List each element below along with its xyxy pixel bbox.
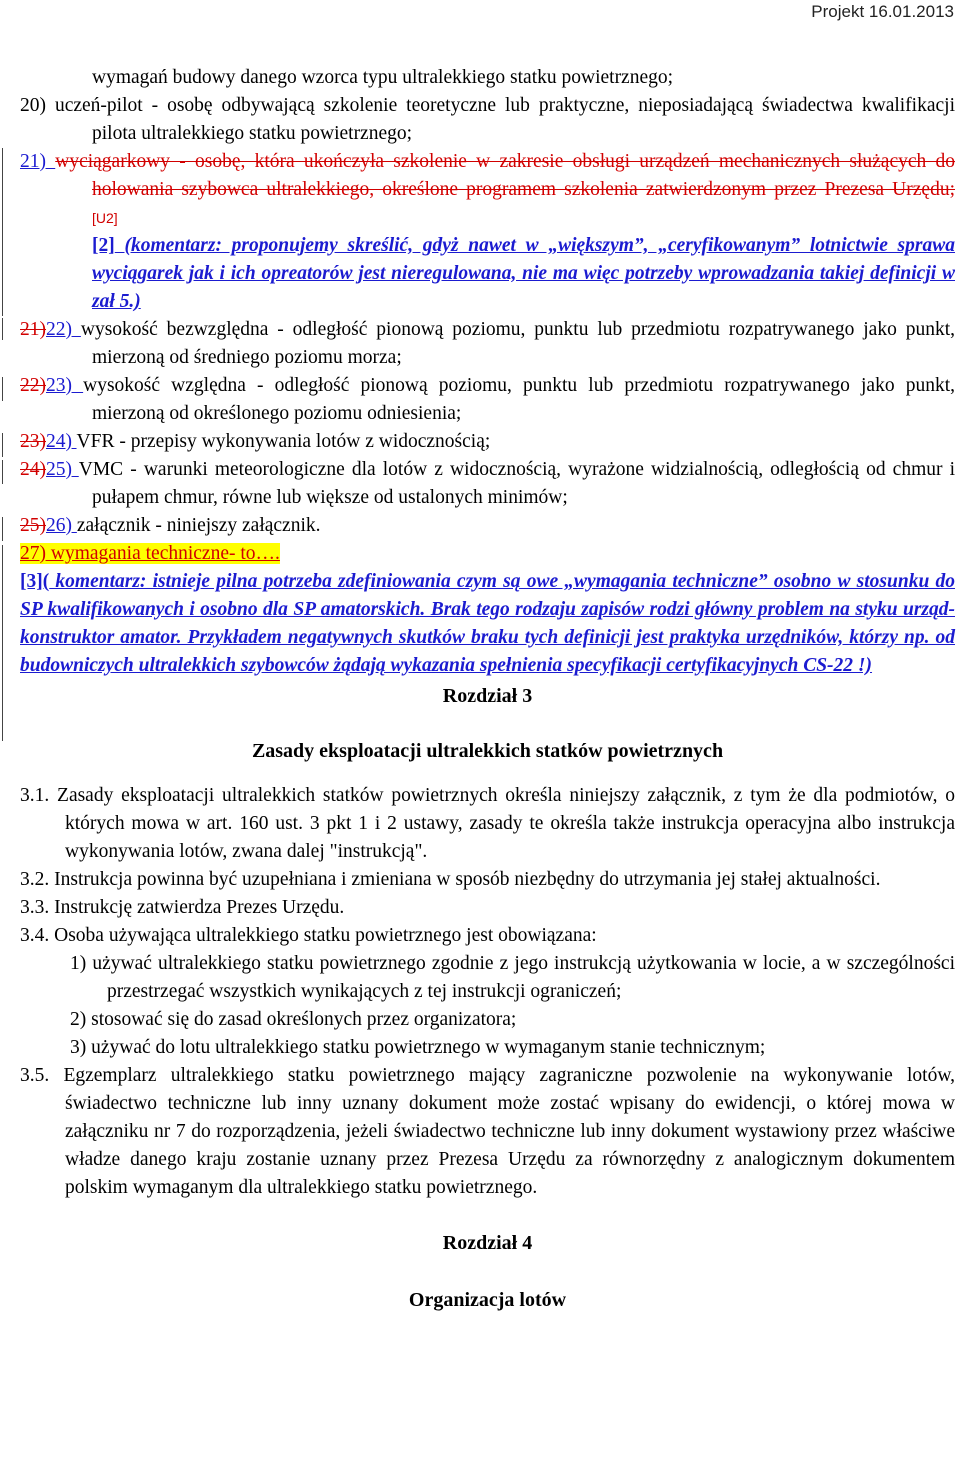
- inserted-number: 21): [20, 151, 56, 172]
- comment-ref: [2]: [92, 235, 115, 256]
- definition-item: 22)23) wysokość względna - odległość pionową poziomu, punktu lub przedmiotu rozpatrywanego jako punkt, mierzoną od określonego poziomu odniesienia;: [20, 375, 955, 424]
- definition-item-20: 20) uczeń-pilot - osobę odbywającą szkolenie teoretyczne lub praktyczne, nieposiadającą świadectwa kwalifikacji pilota ultralekkiego statku powietrznego;: [20, 95, 955, 144]
- chapter-3-paragraphs: [20, 782, 955, 1202]
- chapter-4-heading: Rozdział 4: [442, 1232, 533, 1254]
- definition-list: [20, 316, 955, 540]
- paragraph-3-5: 3.5. Egzemplarz ultralekkiego statku powietrznego mający zagraniczne pozwolenie na wykonywanie lotów, świadectwo techniczne lub inny uznany dokument może zostać wpisany do ewidencji, o której mowa w załączniku nr 7 do rozporządzenia, jeżeli świadectwo techniczne lub inny dokument wystawiony przez właściwe władze danego kraju zostanie uznany przez Prezesa Urzędu za równorzędny z analogicznym dokumentem polskim wymaganym dla ultralekkiego statku powietrznego.: [20, 1065, 956, 1198]
- chapter-4-title: Organizacja lotów: [408, 1289, 567, 1311]
- comment-ref: [3](: [20, 571, 50, 592]
- chapter-3-heading: Rozdział 3: [442, 685, 533, 707]
- project-date-label: Projekt 16.01.2013: [811, 2, 954, 21]
- comment-marker[interactable]: [U2]: [92, 210, 118, 226]
- paragraph-3-2: 3.2. Instrukcja powinna być uzupełniana i zmieniana w sposób niezbędny do utrzymania jej stałej aktualności.: [20, 869, 881, 890]
- comment-3: [20, 568, 955, 680]
- comment-text: komentarz: istnieje pilna potrzeba zdefiniowania czym są owe „wymagania techniczne” osobno w stosunku do SP kwalifikowanych i osobno dla SP amatorskich. Brak tego rodzaju zapisów rodzi główny problem na styku urząd- konstruktor amator. Przykładem negatywnych skutków braku tych definicji jest praktyka urzędników, którzy np. od budowniczych ultralekkich szybowców żądają wykazania spełnienia specyfikacji certyfikacyjnych CS-22 !): [20, 571, 955, 676]
- sub-item: 1) używać ultralekkiego statku powietrznego zgodnie z jego instrukcją użytkowania w locie, a w szczególności przestrzegać wszystkich wynikających z tej instrukcji ograniczeń;: [70, 953, 955, 1002]
- change-bar: [2, 148, 3, 316]
- sub-item: 2) stosować się do zasad określonych przez organizatora;: [70, 1009, 517, 1030]
- paragraph-3-1: 3.1. Zasady eksploatacji ultralekkich statków powietrznych określa niniejszy załącznik, z tym że dla podmiotów, o których mowa w art. 160 ust. 3 pkt 1 i 2 ustawy, zasady te określa także instrukcja operacyjna albo instrukcja wykonywania lotów, zwana dalej "instrukcją".: [20, 785, 956, 862]
- highlighted-insertion: 27) wymagania techniczne- to….: [20, 543, 280, 564]
- definition-item: 23)24) VFR - przepisy wykonywania lotów z widocznością;: [20, 431, 491, 452]
- sub-item: 3) używać do lotu ultralekkiego statku powietrznego w wymaganym stanie technicznym;: [70, 1037, 766, 1058]
- paragraph-3-4: 3.4. Osoba używająca ultralekkiego statku powietrznego jest obowiązana:: [20, 925, 597, 946]
- definition-item-21-wyciagarkowy: [20, 148, 955, 232]
- change-bar: [2, 433, 3, 457]
- definition-item: 25)26) załącznik - niniejszy załącznik.: [20, 515, 321, 536]
- paragraph-3-3: 3.3. Instrukcję zatwierdza Prezes Urzędu.: [20, 897, 345, 918]
- deleted-definition-text: wyciągarkowy - osobę, która ukończyła szkolenie w zakresie obsługi urządzeń mechanicznych służących do holowania szybowca ultralekkiego, określone programem szkolenia zatwierdzonym przez Prezesa Urzędu;: [55, 151, 955, 200]
- change-bar: [2, 318, 3, 340]
- document-page: [20, 64, 955, 1314]
- definition-item-27: [20, 540, 955, 568]
- change-bar: [2, 545, 3, 741]
- comment-2: [20, 232, 955, 316]
- chapter-3-title: Zasady eksploatacji ultralekkich statków powietrznych: [251, 740, 724, 762]
- definition-item: 24)25) VMC - warunki meteorologiczne dla lotów z widocznością, wyrażone widzialnością, odległością od chmur i pułapem chmur, równe lub większe od ustalonych minimów;: [20, 459, 955, 508]
- change-bar: [2, 460, 3, 484]
- definition-continuation: wymagań budowy danego wzorca typu ultralekkiego statku powietrznego;: [92, 67, 674, 88]
- definition-item: 21)22) wysokość bezwzględna - odległość pionową poziomu, punktu lub przedmiotu rozpatrywanego jako punkt, mierzoną od średniego poziomu morza;: [20, 319, 955, 368]
- change-bar: [2, 377, 3, 401]
- change-bar: [2, 517, 3, 541]
- comment-text: (komentarz: proponujemy skreślić, gdyż nawet w „większym”, „ceryfikowanym” lotnictwie sprawa wyciągarek jak i ich opreatorów jest nieregulowana, nie ma więc potrzeby wprowadzania takiej definicji w zał 5.): [92, 235, 955, 312]
